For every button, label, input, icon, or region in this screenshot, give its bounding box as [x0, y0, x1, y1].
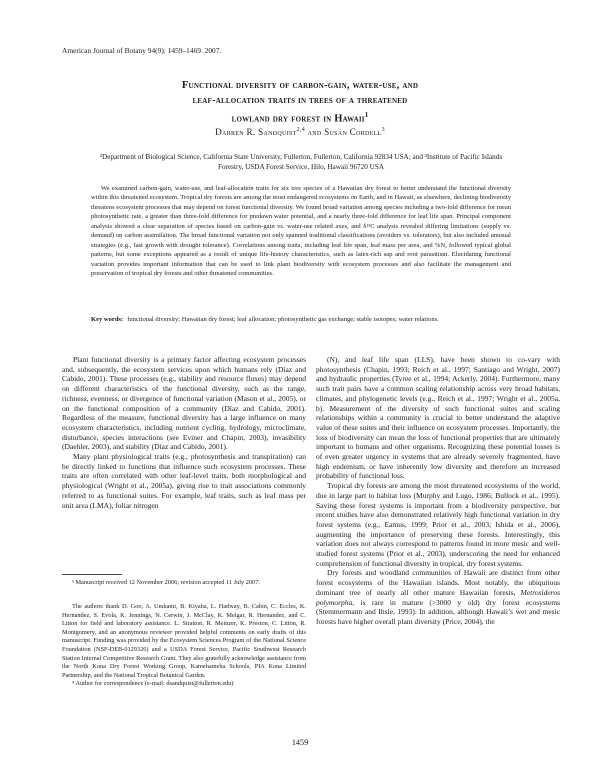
paragraph-part: , is rare in mature (>3000 y old) dry forest ecosystems (Stemmermann and Ihsle, 1993). In addition, although Hawaii’s wet and mesic forests have higher overall plant diversity (Price, 2004), the	[316, 597, 560, 626]
title-line-3	[60, 108, 540, 127]
species-name: Metrosideros polymorpha	[316, 587, 560, 607]
body-paragraph	[316, 568, 560, 626]
left-column	[62, 355, 306, 510]
body-paragraph: (N), and leaf life span (LLS), have been shown to co-vary with photosynthesis (Chapin, 1993; Reich et al., 1997; Santiago and Wright, 2007) and hydraulic properties (Tyree et al., 1994; Ackerly, 2004). Furthermore, many such trait pairs have a common scaling relationship across very broad habitats, climates, and phylogenetic levels (e.g., Reich et al., 1997; Wright et al., 2005a, b). Measurement of the diversity of such functional suites and scaling relationships within a community is crucial to better understand the adaptive value of these suites and their influence on ecosystem processes. Importantly, the loss of biodiversity can mean the loss of functional properties that are ultimately important to humans and other organisms. Recognizing these potential losses is of even greater urgency in systems that are already severely fragmented, have high endemism, or have inherently low diversity and therefore an increased probability of functional loss.	[316, 355, 560, 481]
keywords-label: Key words:	[91, 316, 124, 323]
body-paragraph: Many plant physiological traits (e.g., photosynthesis and transpiration) can be directly linked to functions that influence such ecosystem processes. These traits are often correlated with other leaf-level traits, both morphological and physiological (Wright et al., 2005a), giving rise to trait associations commonly referred to as functional suites. For example, leaf traits, such as leaf mass per unit area (LMA), foliar nitrogen	[62, 452, 306, 510]
body-paragraph: Tropical dry forests are among the most threatened ecosystems of the world, due in large part to habitat loss (Murphy and Lugo, 1986; Bullock et al., 1995). Saving these forest systems is important from a biodiversity perspective, but recent studies have also demonstrated relatively high functional variation in dry forest systems (e.g., Eamus, 1999; Prior et al., 2003; Ishida et al., 2006), augmenting the importance of preserving these forests. Interestingly, this variation does not always correspond to patterns found in more mesic and well-studied forest systems (Prior et al., 2003), underscoring the need for enhanced comprehension of functional diversity in tropical, dry forest systems.	[316, 481, 560, 568]
title-footnote-mark: 1	[364, 111, 369, 119]
title-line-3-text: lowland dry forest in Hawaii	[231, 113, 365, 125]
author-1: Darren R. Sandquist	[215, 127, 297, 138]
footnote-manuscript	[62, 579, 306, 588]
keywords-text: functional diversity; Hawaiian dry forest; leaf allocation; photosynthetic gas exchange; stable isotopes; water relations.	[127, 316, 439, 323]
page-number: 1459	[291, 738, 309, 747]
author-2: Susan Cordell	[324, 127, 382, 138]
footnote-correspondence	[62, 680, 306, 689]
body-paragraph: Plant functional diversity is a primary factor affecting ecosystem processes and, subsequently, the ecosystem services upon which humans rely (Díaz and Cabido, 2001). These processes (e.g., stability and resource fluxes) may depend on different characteristics of the functional diversity, such as the range, richness, evenness, or divergence of functional variation (Mason et al., 2005), or on the functional composition of a community (Díaz and Cabido, 2001). Regardless of the measure, functional diversity has a large influence on many ecosystem characteristics, including nutrient cycling, hydrology, microclimate, disturbance, species interactions (see Eviner and Chapin, 2003), invasibility (Daehler, 2003), and stability (Díaz and Cabido, 2001).	[62, 355, 306, 452]
journal-citation: American Journal of Botany 94(9): 1459–1469. 2007.	[62, 46, 222, 55]
abstract: We examined carbon-gain, water-use, and leaf-allocation traits for six tree species of a Hawaiian dry forest to better understand the functional diversity within this threatened ecosystem. Tropical dry forests are among the most endangered ecosystems on Earth, and in Hawaii, as elsewhere, declining biodiversity threatens ecosystem processes that may depend on forest functional diversity. We found broad variation among species including a two-fold difference for mean photosynthetic rate, a greater than three-fold difference for predawn water potential, and a nearly three-fold difference for leaf life span. Principal component analysis showed a clear separation of species based on carbon-gain vs. water-use related axes, and δ¹³C analysis revealed differing limitations (supply vs. demand) on carbon assimilation. The broad functional variation not only spanned traditional classifications (avoiders vs. tolerators), but also included unusual strategies (e.g., fast growth with drought tolerance). Correlations among traits, including leaf life span, leaf mass per area, and %N, followed typical global patterns, but some exceptions appeared as a result of unique life-history characteristics, such as latex-rich sap and root parasitism. Elucidating functional variation provides important information that can be used to link plant biodiversity with ecosystem processes and also facilitate the management and preservation of tropical dry forests and other threatened communities.	[91, 185, 511, 278]
right-column	[316, 355, 560, 627]
footnote-text: ¹ Manuscript received 12 November 2006; revision accepted 11 July 2007.	[72, 579, 260, 586]
author-and: and	[307, 127, 322, 138]
footnote-acknowledgments	[62, 603, 306, 680]
footnote-text: ⁴ Author for correspondence (e-mail: dsandquist@fullerton.edu)	[72, 680, 234, 687]
article-title	[60, 78, 540, 127]
footnote-divider	[62, 574, 122, 575]
keywords	[91, 315, 511, 324]
author-1-mark: 2,4	[296, 127, 305, 133]
title-line-1: Functional diversity of carbon-gain, water-use, and	[181, 80, 419, 91]
paragraph-part: Dry forests and woodland communities of Hawaii are distinct from other forest ecosystems of the Hawaiian islands. Most notably, the ubiquitous dominant tree of nearly all other mature Hawaiian forests,	[316, 568, 560, 597]
author-list	[60, 127, 540, 137]
affiliations: ²Department of Biological Science, California State University, Fullerton, Fullerton, California 92834 USA; and ³Institute of Pacific Islands Forestry, USDA Forest Service, Hilo, Hawaii 96720 USA	[99, 153, 503, 171]
author-2-mark: 3	[381, 127, 385, 133]
title-line-2: leaf-allocation traits in trees of a threatened	[192, 95, 408, 106]
footnote-text: The authors thank D. Goo, A. Umkami, B. Kiyaba, L. Hadway, B. Cabin, C. Eccles, K. Hernandez, S. Evola, K. Jennings, N. Cerwin, J. McClay, K. Melgar, R. Hernandez, and C. Litton for field and laboratory assistance. L. Stratton, R. Meinzer, K. Preston, C. Litton, R. Montgomery, and an anonymous reviewer provided helpful comments on early drafts of this manuscript. Funding was provided by the Ecosystem Sciences Program of the National Science Foundation (NSF-DEB-0129326) and a USDA Forest Service, Pacific Southwest Research Station Internal Competitive Research Grant. They also gratefully acknowledge assistance from the North Kona Dry Forest Working Group, Kamehameha Schools, PIA Kona Limited Partnership, and the National Tropical Botanical Garden.	[62, 603, 306, 679]
